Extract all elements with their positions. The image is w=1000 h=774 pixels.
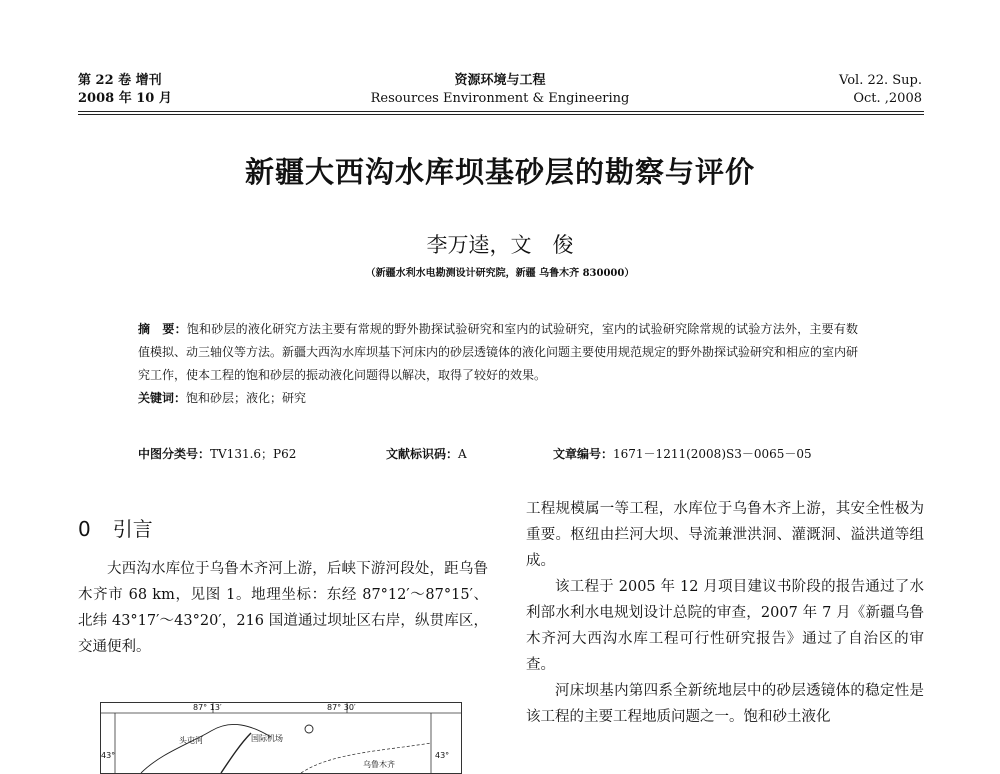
intro-paragraph-1: 大西沟水库位于乌鲁木齐河上游，后峡下游河段处，距乌鲁木齐市 68 km，见图 1。地理坐标：东经 87°12′～87°15′、北纬 43°17′～43°20′，216 国道通过坝址区右岸，纵贯库区，交通便利。 <box>78 561 488 655</box>
section-heading <box>78 513 153 542</box>
header-right <box>839 72 922 108</box>
journal-name-cn: 资源环境与工程 <box>454 73 546 88</box>
map-lon-right: 87° 30′ <box>327 703 356 712</box>
section-title: 引言 <box>112 517 153 541</box>
keywords-label: 关键词： <box>138 391 187 405</box>
abstract-label: 摘 要： <box>138 322 187 336</box>
header-rule-top <box>78 111 924 112</box>
abstract-text: 饱和砂层的液化研究方法主要有常规的野外勘探试验研究和室内的试验研究，室内的试验研究除常规的试验方法外，主要有数值模拟、动三轴仪等方法。新疆大西沟水库坝基下河床内的砂层透镜体的液化问题主要使用规范规定的野外勘探试验研究和相应的室内研究工作，使本工程的饱和砂层的振动液化问题得以解决，取得了较好的效果。 <box>138 322 859 382</box>
clc-value: TV131.6；P62 <box>210 447 297 461</box>
article-number-value: 1671－1211(2008)S3－0065－05 <box>613 447 812 461</box>
abstract-block <box>138 318 858 410</box>
map-lon-left: 87° 13′ <box>193 703 222 712</box>
volume-info-en: Vol. 22. Sup. <box>839 73 922 88</box>
map-lat-left: 43° <box>101 751 116 760</box>
header-left <box>78 72 172 108</box>
paper-title: 新疆大西沟水库坝基砂层的勘察与评价 <box>244 155 755 189</box>
header-center <box>300 72 700 108</box>
header-rule-bottom <box>78 114 924 115</box>
river-line <box>141 724 271 773</box>
doc-code-label: 文献标识码： <box>386 447 459 461</box>
issue-date: 2008 年 10 月 <box>78 91 172 106</box>
right-paragraph-1: 工程规模属一等工程，水库位于乌鲁木齐上游，其安全性极为重要。枢纽由拦河大坝、导流兼泄洪洞、灌溉洞、溢洪道等组成。 <box>526 501 924 569</box>
map-lat-right: 43° <box>435 751 450 760</box>
right-paragraph-3: 河床坝基内第四系全新统地层中的砂层透镜体的稳定性是该工程的主要工程地质问题之一。饱和砂土液化 <box>526 683 924 725</box>
paper-authors: 李万逵，文 俊 <box>426 233 574 257</box>
location-map <box>100 702 462 774</box>
map-place-toutunhe: 头屯河 <box>179 736 203 745</box>
doc-code-value: A <box>458 447 467 461</box>
journal-name-en: Resources Environment & Engineering <box>370 91 630 106</box>
airport-icon <box>305 725 313 733</box>
left-column <box>78 556 488 660</box>
clc-label: 中图分类号： <box>138 447 211 461</box>
volume-info: 第 22 卷 增刊 <box>78 73 162 88</box>
section-number: 0 <box>78 517 91 541</box>
right-column <box>526 496 924 730</box>
issue-date-en: Oct. ,2008 <box>853 91 922 106</box>
author-affiliation: （新疆水利水电勘测设计研究院，新疆 乌鲁木齐 830000） <box>365 268 635 279</box>
doc-code-field <box>386 445 467 462</box>
article-number-label: 文章编号： <box>553 447 614 461</box>
map-place-airport: 国际机场 <box>251 734 283 743</box>
article-number-field <box>553 445 812 462</box>
keywords-text: 饱和砂层；液化；研究 <box>186 391 307 405</box>
right-paragraph-2: 该工程于 2005 年 12 月项目建议书阶段的报告通过了水利部水利水电规划设计总院的审查，2007 年 7 月《新疆乌鲁木齐河大西沟水库工程可行性研究报告》通过了自治区的审查。 <box>526 579 924 673</box>
map-place-urumqi: 乌鲁木齐 <box>363 760 395 769</box>
clc-field <box>138 445 296 462</box>
road-line <box>221 733 251 773</box>
